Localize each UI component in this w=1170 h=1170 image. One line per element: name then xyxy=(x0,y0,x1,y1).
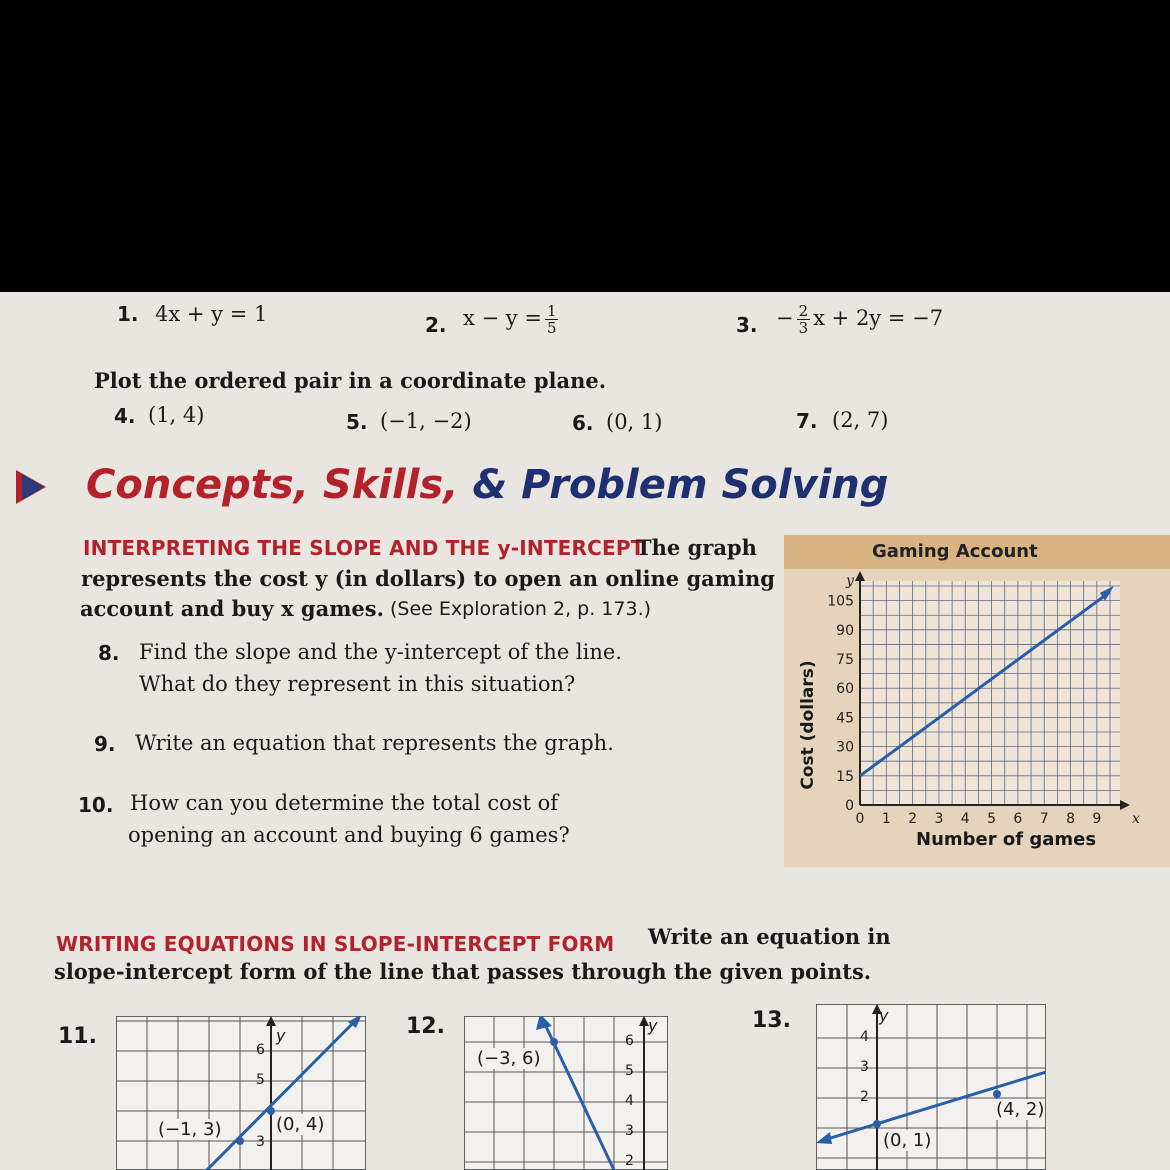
interpreting-line2: represents the cost y (in dollars) to open an online gaming xyxy=(81,566,775,591)
exercise-11-number: 11. xyxy=(58,1024,97,1049)
gaming-account-chart xyxy=(784,535,1170,867)
section-arrow-inner-icon xyxy=(22,474,44,500)
exercise-4-number: 4. xyxy=(114,404,136,428)
x-tick-label: 4 xyxy=(960,811,970,827)
chart-title: Gaming Account xyxy=(872,541,1038,562)
interpreting-label: INTERPRETING THE SLOPE AND THE y-INTERCEPT xyxy=(83,536,645,560)
g11-tick-3: 3 xyxy=(256,1134,265,1150)
point-neg1-3 xyxy=(236,1137,244,1145)
g12-y-label: y xyxy=(648,1016,658,1035)
fraction-numerator: 2 xyxy=(798,302,809,320)
question-8-line2: What do they represent in this situation? xyxy=(139,672,576,696)
question-10-line1: How can you determine the total cost of xyxy=(130,791,559,815)
plot-prompt: Plot the ordered pair in a coordinate plane. xyxy=(94,368,607,393)
textbook-page xyxy=(0,292,1170,1170)
exercise-3-equation xyxy=(776,303,943,336)
section-title-amp: & xyxy=(472,462,508,508)
g11-tick-5: 5 xyxy=(256,1072,265,1088)
exercise-5-point: (−1, −2) xyxy=(380,409,472,433)
interpreting-line1: The graph xyxy=(636,535,757,560)
x-tick-label: 7 xyxy=(1039,811,1049,827)
g11-tick-6: 6 xyxy=(256,1042,265,1058)
y-tick-label: 45 xyxy=(836,710,854,727)
graph-background xyxy=(116,1016,366,1170)
exercise-3-right: x + 2y = −7 xyxy=(813,306,944,330)
y-tick-label: 90 xyxy=(836,622,854,639)
question-8-number: 8. xyxy=(98,641,120,665)
exercise-1-equation: 4x + y = 1 xyxy=(155,302,268,326)
y-tick-label: 105 xyxy=(827,593,854,610)
g12-tick-2: 2 xyxy=(625,1153,634,1169)
g11-point-label-1: (−1, 3) xyxy=(158,1119,222,1140)
g13-point-label-2: (4, 2) xyxy=(996,1099,1045,1120)
g11-y-label: y xyxy=(276,1026,286,1045)
question-10-number: 10. xyxy=(78,793,114,817)
exercise-12-number: 12. xyxy=(406,1014,445,1039)
x-tick-label: 9 xyxy=(1092,811,1102,827)
g13-tick-2: 2 xyxy=(860,1089,869,1105)
x-axis-title: Number of games xyxy=(916,829,1097,850)
fraction-denominator: 3 xyxy=(798,319,809,337)
exercise-5-number: 5. xyxy=(346,410,368,434)
writing-line2: slope-intercept form of the line that passes through the given points. xyxy=(54,959,872,984)
section-title-part2: Problem Solving xyxy=(507,462,889,508)
exercise-7-number: 7. xyxy=(796,409,818,433)
exercise-2-number: 2. xyxy=(425,313,447,337)
y-tick-label: 0 xyxy=(845,798,854,814)
g12-tick-3: 3 xyxy=(625,1123,634,1139)
g13-point-label-1: (0, 1) xyxy=(883,1130,932,1151)
exercise-13-number: 13. xyxy=(752,1008,791,1033)
g12-point-label-1: (−3, 6) xyxy=(477,1048,541,1069)
x-tick-label: 1 xyxy=(881,811,891,827)
y-tick-label: 30 xyxy=(836,739,854,756)
section-title-part1: Concepts, Skills, xyxy=(86,462,473,508)
point-4-2 xyxy=(993,1090,1001,1098)
x-variable-label: x xyxy=(1132,811,1140,827)
y-axis-arrow-icon xyxy=(855,571,865,581)
question-10-line2: opening an account and buying 6 games? xyxy=(128,823,570,847)
exploration-reference: (See Exploration 2, p. 173.) xyxy=(390,598,652,620)
exercise-6-point: (0, 1) xyxy=(606,410,663,434)
point-0-1 xyxy=(873,1120,881,1128)
point-neg3-6 xyxy=(550,1038,558,1046)
x-tick-label: 0 xyxy=(855,811,865,827)
fraction-numerator: 1 xyxy=(546,302,557,320)
g13-tick-3: 3 xyxy=(860,1059,869,1075)
exercise-2-equation xyxy=(463,303,561,336)
question-9-number: 9. xyxy=(94,732,116,756)
x-tick-label: 2 xyxy=(908,811,918,827)
gaming-chart-plot xyxy=(784,569,1170,829)
exercise-6-number: 6. xyxy=(572,411,594,435)
y-variable-label: y xyxy=(846,573,854,589)
y-axis-title: Cost (dollars) xyxy=(798,660,818,790)
g13-tick-4: 4 xyxy=(860,1029,869,1045)
section-title xyxy=(86,462,888,508)
y-tick-label: 60 xyxy=(836,681,854,698)
g12-tick-4: 4 xyxy=(625,1093,634,1109)
g13-y-label: y xyxy=(879,1006,889,1025)
exercise-12-graph xyxy=(464,1016,668,1170)
question-9-line1: Write an equation that represents the graph. xyxy=(135,731,614,755)
exercise-7-point: (2, 7) xyxy=(832,408,889,432)
g12-tick-6: 6 xyxy=(625,1033,634,1049)
g11-point-label-2: (0, 4) xyxy=(276,1114,325,1135)
exercise-11-graph xyxy=(116,1016,366,1170)
y-tick-label: 15 xyxy=(836,768,854,785)
x-tick-label: 8 xyxy=(1066,811,1075,827)
question-8-line1: Find the slope and the y-intercept of the line. xyxy=(139,640,622,664)
exercise-2-left: x − y = xyxy=(463,306,542,330)
writing-line1: Write an equation in xyxy=(648,924,891,949)
point-0-4 xyxy=(267,1107,275,1115)
exercise-1-number: 1. xyxy=(117,302,139,326)
interpreting-line3: account and buy x games. xyxy=(80,596,384,621)
writing-label: WRITING EQUATIONS IN SLOPE-INTERCEPT FORM xyxy=(56,932,615,956)
exercise-2-fraction xyxy=(545,303,559,336)
y-tick-label: 75 xyxy=(836,652,854,669)
exercise-3-number: 3. xyxy=(736,313,758,337)
graph-background xyxy=(464,1016,668,1170)
exercise-3-fraction xyxy=(797,303,811,336)
x-tick-label: 5 xyxy=(987,811,997,827)
exercise-3-sign: − xyxy=(776,306,794,330)
g12-tick-5: 5 xyxy=(625,1063,634,1079)
x-axis-arrow-icon xyxy=(1120,800,1130,810)
exercise-4-point: (1, 4) xyxy=(148,403,205,427)
fraction-denominator: 5 xyxy=(546,319,557,337)
x-tick-label: 6 xyxy=(1013,811,1023,827)
x-tick-label: 3 xyxy=(934,811,944,827)
